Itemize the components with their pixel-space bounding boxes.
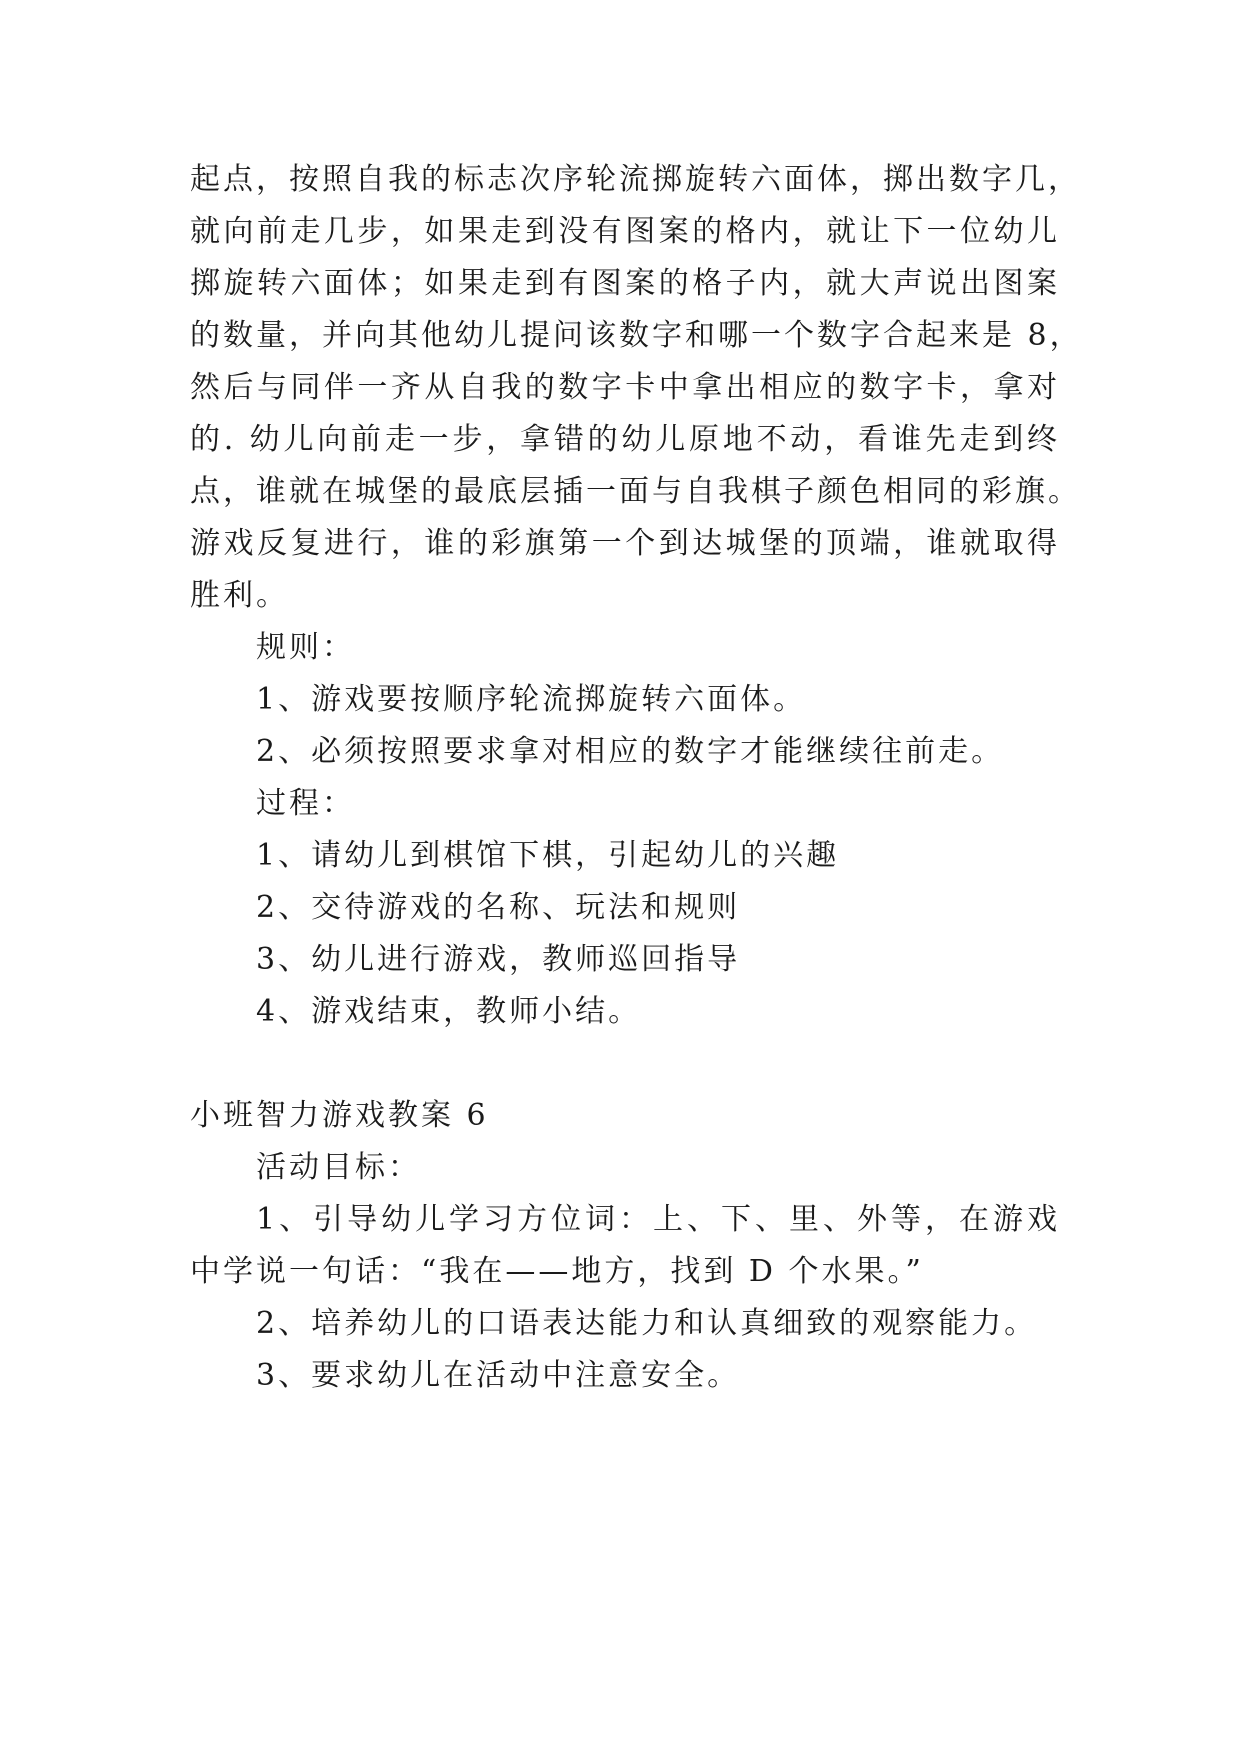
- paragraph-line: 胜利。: [190, 578, 289, 613]
- goal-item: 2、培养幼儿的口语表达能力和认真细致的观察能力。: [256, 1306, 1038, 1341]
- paragraph-line: 然后与同伴一齐从自我的数字卡中拿出相应的数字卡，拿对: [190, 370, 1060, 405]
- rules-heading: 规则：: [256, 630, 355, 665]
- paragraph-line: 起点，按照自我的标志次序轮流掷旋转六面体，掷出数字几，: [190, 162, 1081, 197]
- goal-item: 1、引导幼儿学习方位词：上、下、里、外等，在游戏: [256, 1202, 1060, 1237]
- goal-item-continuation: 中学说一句话：“我在——地方，找到 D 个水果。”: [190, 1254, 924, 1289]
- process-heading: 过程：: [256, 786, 355, 821]
- process-item: 4、游戏结束，教师小结。: [256, 994, 642, 1029]
- process-item: 3、幼儿进行游戏，教师巡回指导: [256, 942, 741, 977]
- goal-item: 3、要求幼儿在活动中注意安全。: [256, 1358, 741, 1393]
- rule-item: 2、必须按照要求拿对相应的数字才能继续往前走。: [256, 734, 1005, 769]
- section-title: 小班智力游戏教案 6: [190, 1098, 489, 1133]
- paragraph-line: 就向前走几步，如果走到没有图案的格内，就让下一位幼儿: [190, 214, 1060, 249]
- process-item: 1、请幼儿到棋馆下棋，引起幼儿的兴趣: [256, 838, 840, 873]
- paragraph-line: 游戏反复进行，谁的彩旗第一个到达城堡的顶端，谁就取得: [190, 526, 1060, 561]
- process-item: 2、交待游戏的名称、玩法和规则: [256, 890, 741, 925]
- rule-item: 1、游戏要按顺序轮流掷旋转六面体。: [256, 682, 807, 717]
- paragraph-line: 的数量，并向其他幼儿提问该数字和哪一个数字合起来是 8，: [190, 318, 1083, 353]
- paragraph-line: 点，谁就在城堡的最底层插一面与自我棋子颜色相同的彩旗。: [190, 474, 1081, 509]
- goals-heading: 活动目标：: [256, 1150, 421, 1185]
- paragraph-line: 掷旋转六面体；如果走到有图案的格子内，就大声说出图案: [190, 266, 1060, 301]
- paragraph-line: 的. 幼儿向前走一步，拿错的幼儿原地不动，看谁先走到终: [190, 422, 1060, 457]
